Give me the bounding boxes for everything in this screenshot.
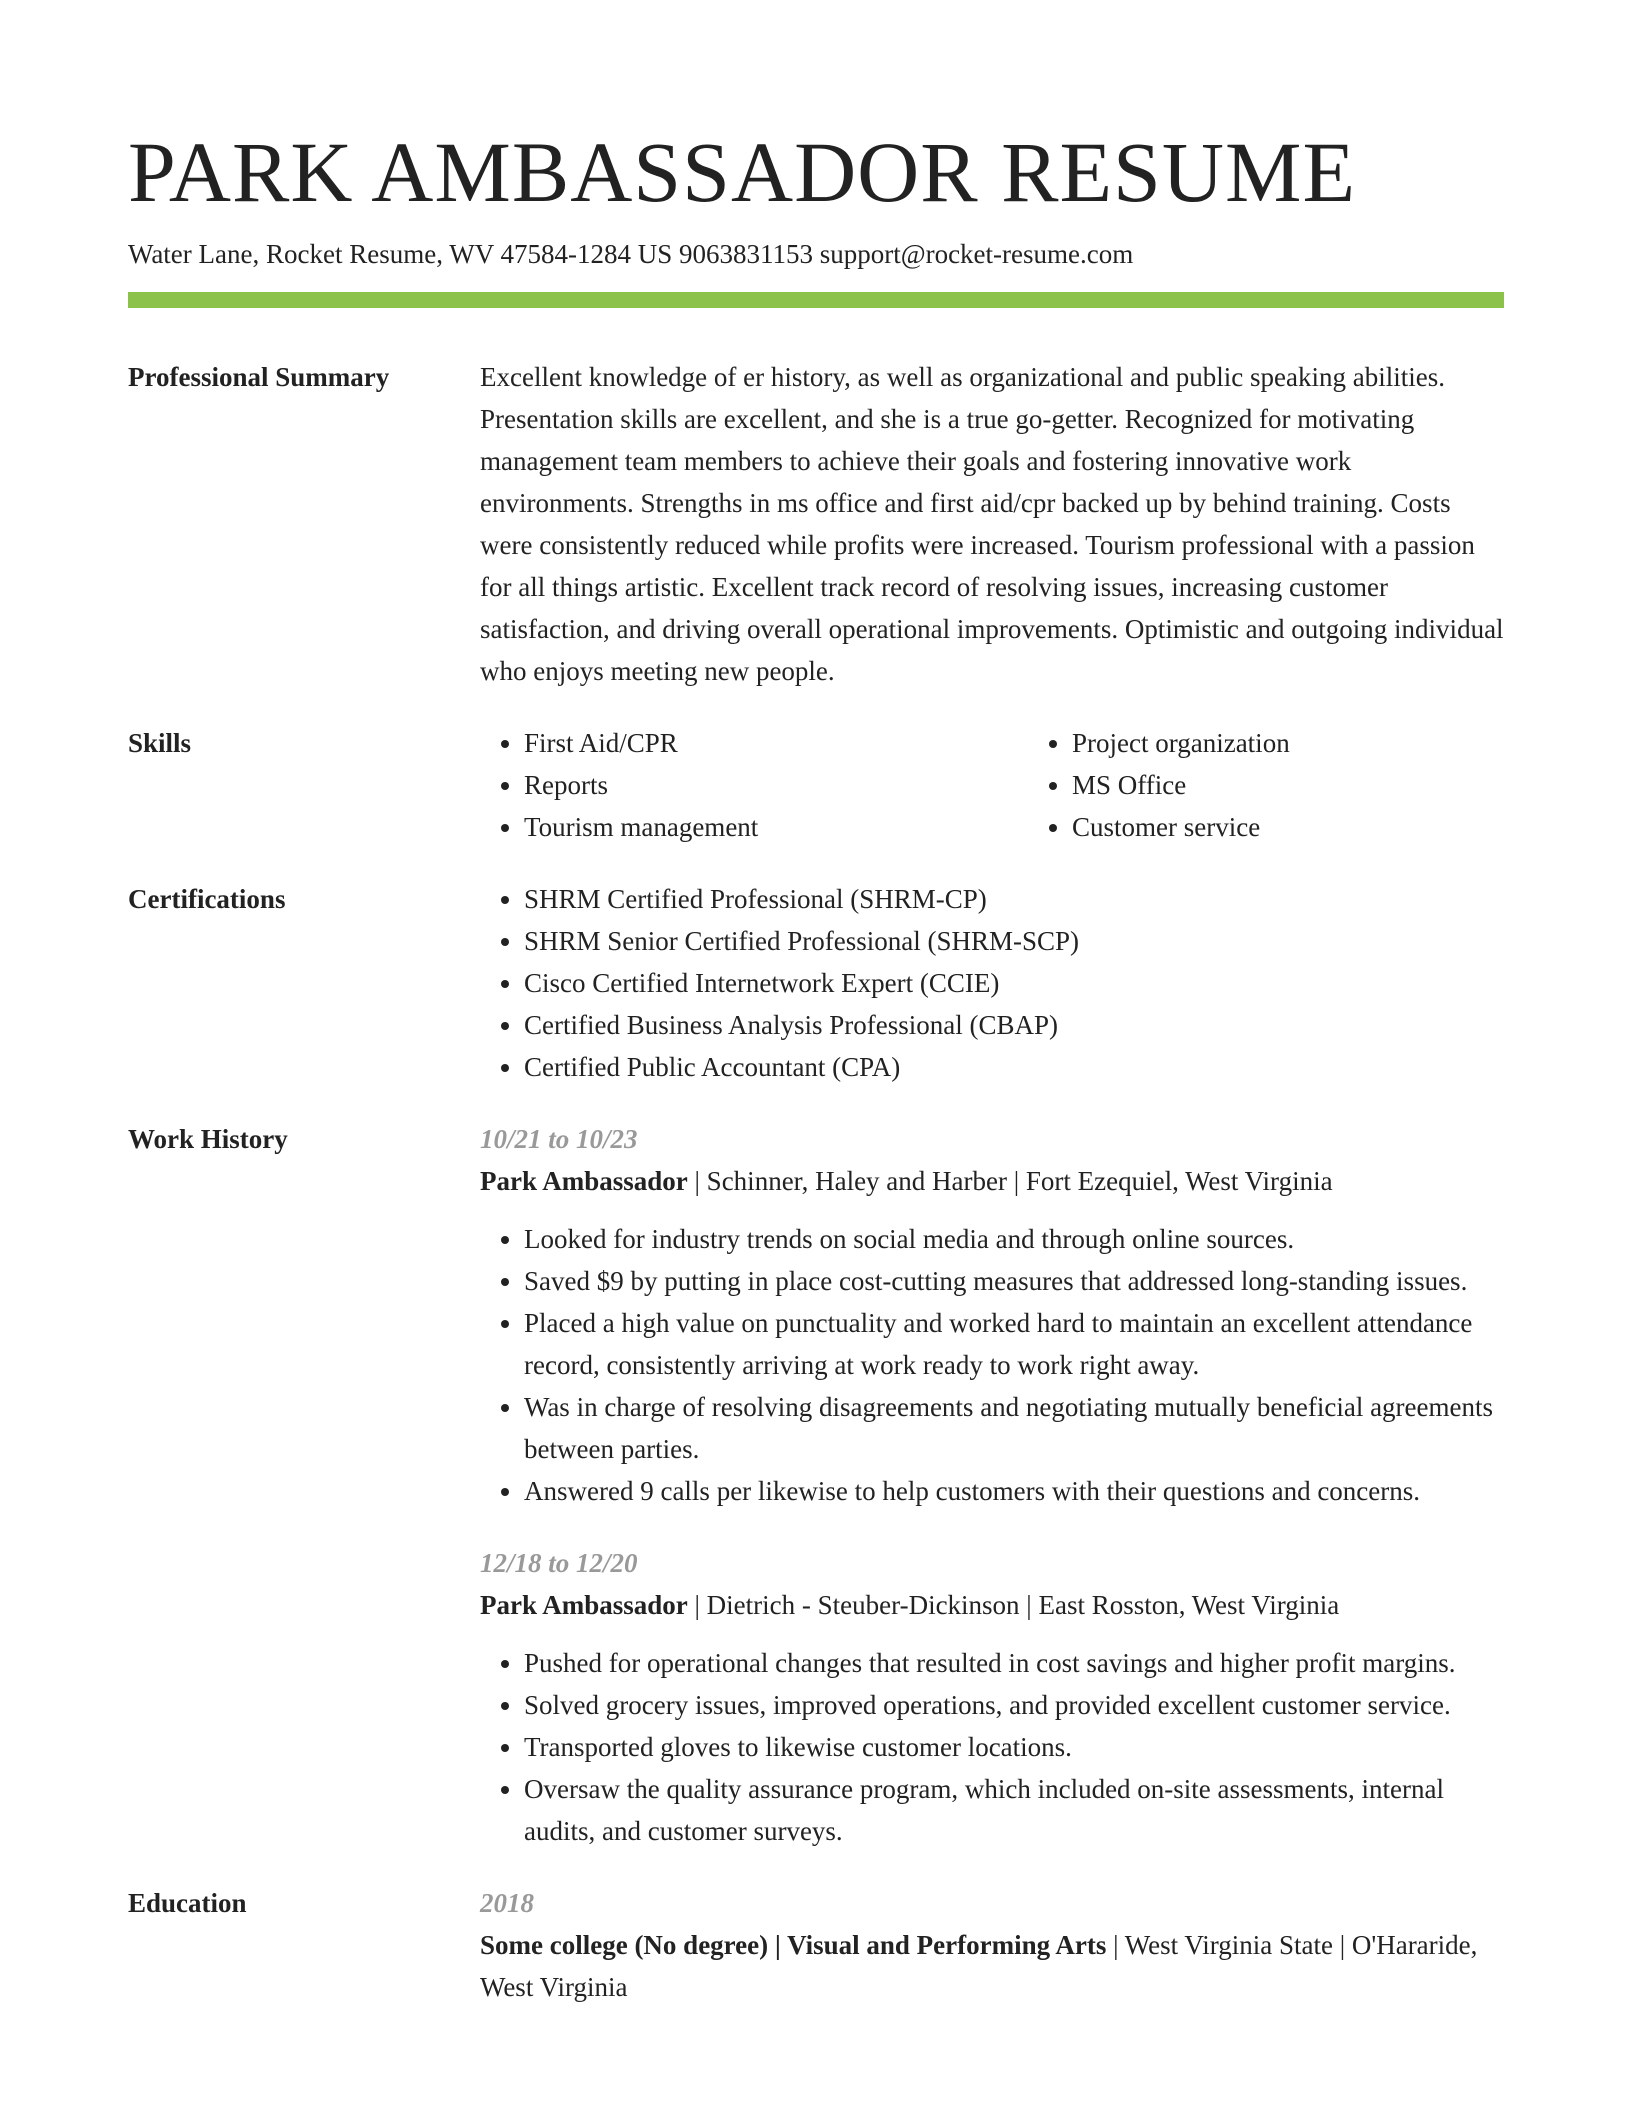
skill-item: • Customer service <box>1072 806 1576 848</box>
education-heading <box>480 1924 1504 2008</box>
job-entry <box>480 1542 1504 1852</box>
job-title: Park Ambassador <box>480 1590 688 1620</box>
skill-item: • Project organization <box>1072 722 1576 764</box>
job-heading <box>480 1584 1504 1626</box>
job-bullets <box>480 1642 1504 1852</box>
job-bullet: • Transported gloves to likewise customer locations. <box>524 1726 1504 1768</box>
skills-list-right <box>1028 722 1576 848</box>
job-heading <box>480 1160 1504 1202</box>
education-details: | West Virginia State | O'Hararide, West Virginia <box>480 1930 1478 2002</box>
job-bullet: • Looked for industry trends on social media and through online sources. <box>524 1218 1504 1260</box>
resume-page <box>128 118 1504 2008</box>
job-dates: 10/21 to 10/23 <box>480 1124 638 1154</box>
summary-text: Excellent knowledge of er history, as well as organizational and public speaking abilities. Presentation skills are excellent, and she is a true go-getter. Recognized for motivating management team members to achieve their goals and fostering innovative work environments. Strengths in ms office and first aid/cpr backed up by behind training. Costs were consistently reduced while profits were increased. Tourism professional with a passion for all things artistic. Excellent track record of resolving issues, increasing customer satisfaction, and driving overall operational improvements. Optimistic and outgoing individual who enjoys meeting new people. <box>480 362 1504 686</box>
certification-item: • SHRM Senior Certified Professional (SHRM-SCP) <box>524 920 1504 962</box>
skills-section <box>128 722 1504 848</box>
certifications-list <box>480 878 1504 1088</box>
job-bullet: • Oversaw the quality assurance program, which included on-site assessments, internal audits, and customer surveys. <box>524 1768 1504 1852</box>
contact-email: support@rocket-resume.com <box>819 239 1134 269</box>
skill-item: • Reports <box>524 764 1028 806</box>
certification-item: • SHRM Certified Professional (SHRM-CP) <box>524 878 1504 920</box>
summary-section <box>128 356 1504 692</box>
job-entry <box>480 1118 1504 1512</box>
job-bullet: • Solved grocery issues, improved operations, and provided excellent customer service. <box>524 1684 1504 1726</box>
certification-item: • Certified Public Accountant (CPA) <box>524 1046 1504 1088</box>
header-divider <box>128 292 1504 308</box>
education-year: 2018 <box>480 1888 534 1918</box>
job-bullet: • Pushed for operational changes that resulted in cost savings and higher profit margins. <box>524 1642 1504 1684</box>
certifications-label: Certifications <box>128 884 286 914</box>
certification-item: • Certified Business Analysis Professional (CBAP) <box>524 1004 1504 1046</box>
certifications-section <box>128 878 1504 1088</box>
job-bullets <box>480 1218 1504 1512</box>
education-degree: Some college (No degree) | Visual and Performing Arts <box>480 1930 1107 1960</box>
job-bullet: • Saved $9 by putting in place cost-cutting measures that addressed long-standing issues. <box>524 1260 1504 1302</box>
education-label: Education <box>128 1888 247 1918</box>
contact-address: Water Lane, Rocket Resume, WV 47584-1284 US <box>128 239 673 269</box>
skill-item: • First Aid/CPR <box>524 722 1028 764</box>
job-details: | Schinner, Haley and Harber | Fort Ezequiel, West Virginia <box>687 1166 1333 1196</box>
certification-item: • Cisco Certified Internetwork Expert (CCIE) <box>524 962 1504 1004</box>
job-bullet: • Answered 9 calls per likewise to help customers with their questions and concerns. <box>524 1470 1504 1512</box>
summary-label: Professional Summary <box>128 362 390 392</box>
job-details: | Dietrich - Steuber-Dickinson | East Rosston, West Virginia <box>687 1590 1340 1620</box>
skill-item: • MS Office <box>1072 764 1576 806</box>
job-bullet: • Was in charge of resolving disagreements and negotiating mutually beneficial agreements between parties. <box>524 1386 1504 1470</box>
education-section <box>128 1882 1504 2008</box>
resume-title: PARK AMBASSADOR RESUME <box>128 124 1356 220</box>
contact-phone: 9063831153 <box>678 239 813 269</box>
job-bullet: • Placed a high value on punctuality and worked hard to maintain an excellent attendance record, consistently arriving at work ready to work right away. <box>524 1302 1504 1386</box>
job-dates: 12/18 to 12/20 <box>480 1548 638 1578</box>
job-title: Park Ambassador <box>480 1166 688 1196</box>
skills-label: Skills <box>128 728 192 758</box>
skills-list-left <box>480 722 1028 848</box>
contact-line <box>128 236 1504 272</box>
work-history-section <box>128 1118 1504 1852</box>
work-history-label: Work History <box>128 1124 288 1154</box>
skill-item: • Tourism management <box>524 806 1028 848</box>
